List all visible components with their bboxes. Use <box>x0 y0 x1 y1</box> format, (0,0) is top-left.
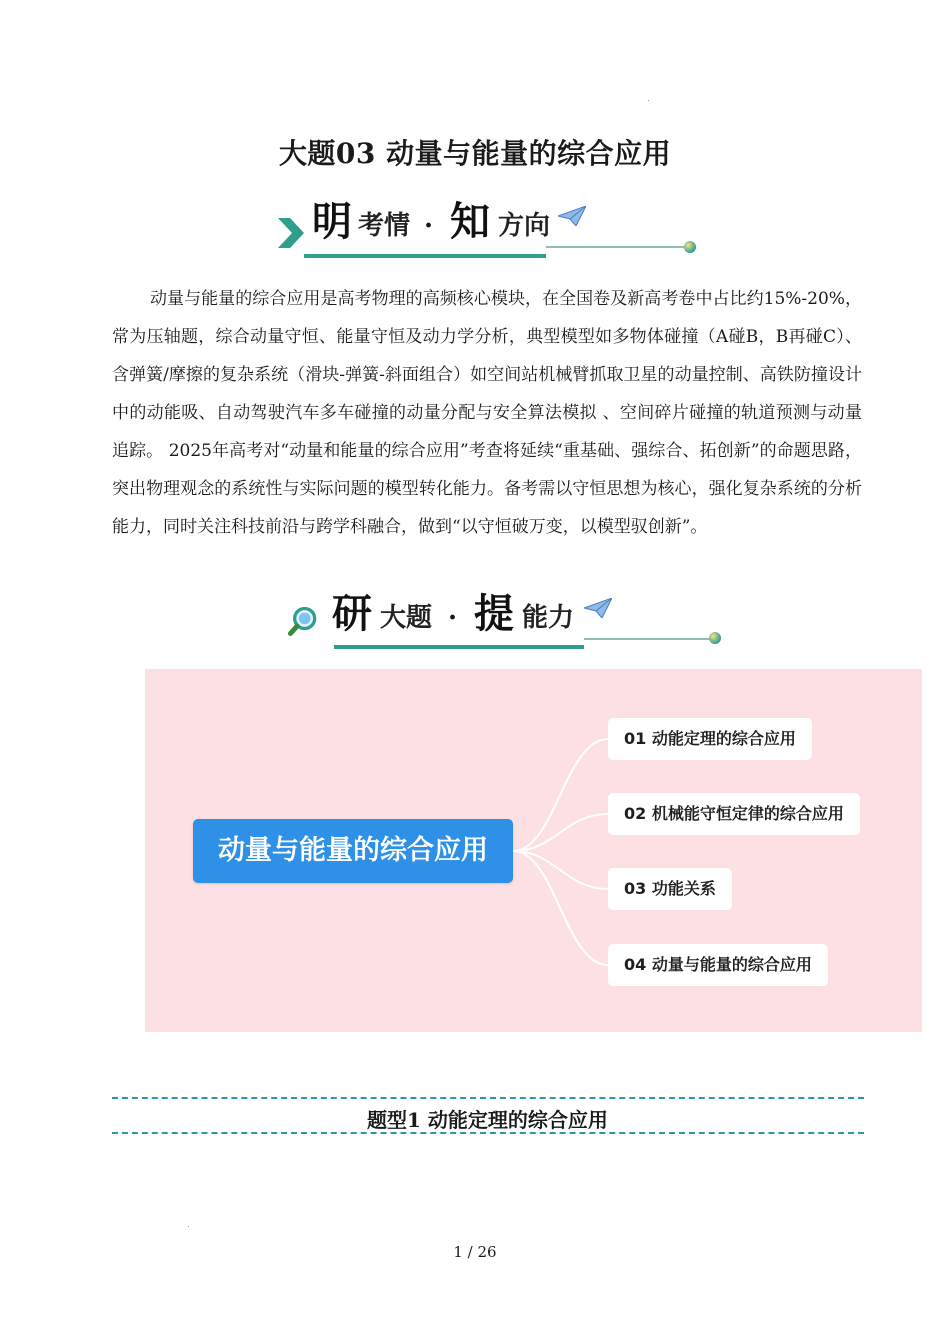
banner-rule <box>584 638 712 640</box>
banner-big-char: 知 <box>450 198 490 245</box>
mindmap-branch: 04 动量与能量的综合应用 <box>608 944 828 986</box>
banner-rule <box>334 645 584 649</box>
mindmap <box>145 669 922 1032</box>
paper-plane-icon <box>558 206 586 226</box>
banner-rule <box>304 254 546 258</box>
intro-paragraph: 动量与能量的综合应用是高考物理的高频核心模块，在全国卷及新高考卷中占比约15%-20%，常为压轴题，综合动量守恒、能量守恒及动力学分析，典型模型如多物体碰撞（A碰B，B再碰C）、含弹簧/摩擦的复杂系统（滑块-弹簧-斜面组合）如空间站机械臂抓取卫星的动量控制、高铁防撞设计中的动能吸、自动驾驶汽车多车碰撞的动量分配与安全算法模拟 、空间碎片碰撞的轨道预测与动量追踪。 2025年高考对“动量和能量的综合应用”考查将延续“重基础、强综合、拓创新”的命题思路，突出物理观念的系统性与实际问题的模型转化能力。备考需以守恒思想为核心，强化复杂系统的分析能力，同时关注科技前沿与跨学科融合，做到“以守恒破万变，以模型驭创新”。 <box>112 289 862 537</box>
section-divider-top <box>112 1097 864 1099</box>
mindmap-branch: 01 动能定理的综合应用 <box>608 718 812 760</box>
banner-small-text: 能力 <box>522 603 575 633</box>
banner-separator: · <box>448 603 458 633</box>
section-title: 题型1 动能定理的综合应用 <box>367 1108 608 1132</box>
mindmap-root: 动量与能量的综合应用 <box>193 819 513 883</box>
scan-speck <box>648 100 649 101</box>
page-number: 1 / 26 <box>453 1243 497 1261</box>
banner-big-char: 明 <box>312 198 352 245</box>
banner-exam-direction <box>276 196 706 276</box>
banner-end-ball <box>684 241 696 253</box>
mindmap-branch: 02 机械能守恒定律的综合应用 <box>608 793 860 835</box>
banner-small-text: 大题 <box>380 603 433 633</box>
banner-separator: · <box>424 211 434 241</box>
banner-end-ball <box>709 632 721 644</box>
scan-speck <box>188 1226 189 1227</box>
banner-big-char: 提 <box>474 590 514 637</box>
section-divider-bottom <box>112 1132 864 1134</box>
banner-big-char: 研 <box>332 590 372 637</box>
banner-small-text: 方向 <box>498 211 551 241</box>
magnifier-icon <box>288 604 318 638</box>
banner-ability <box>288 588 728 668</box>
banner-small-text: 考情 <box>358 211 411 241</box>
mindmap-branch: 03 功能关系 <box>608 868 732 910</box>
paper-plane-icon <box>584 598 612 618</box>
chevron-right-icon <box>276 216 306 250</box>
document-title: 大题03 动量与能量的综合应用 <box>278 137 672 170</box>
banner-rule <box>546 246 686 248</box>
